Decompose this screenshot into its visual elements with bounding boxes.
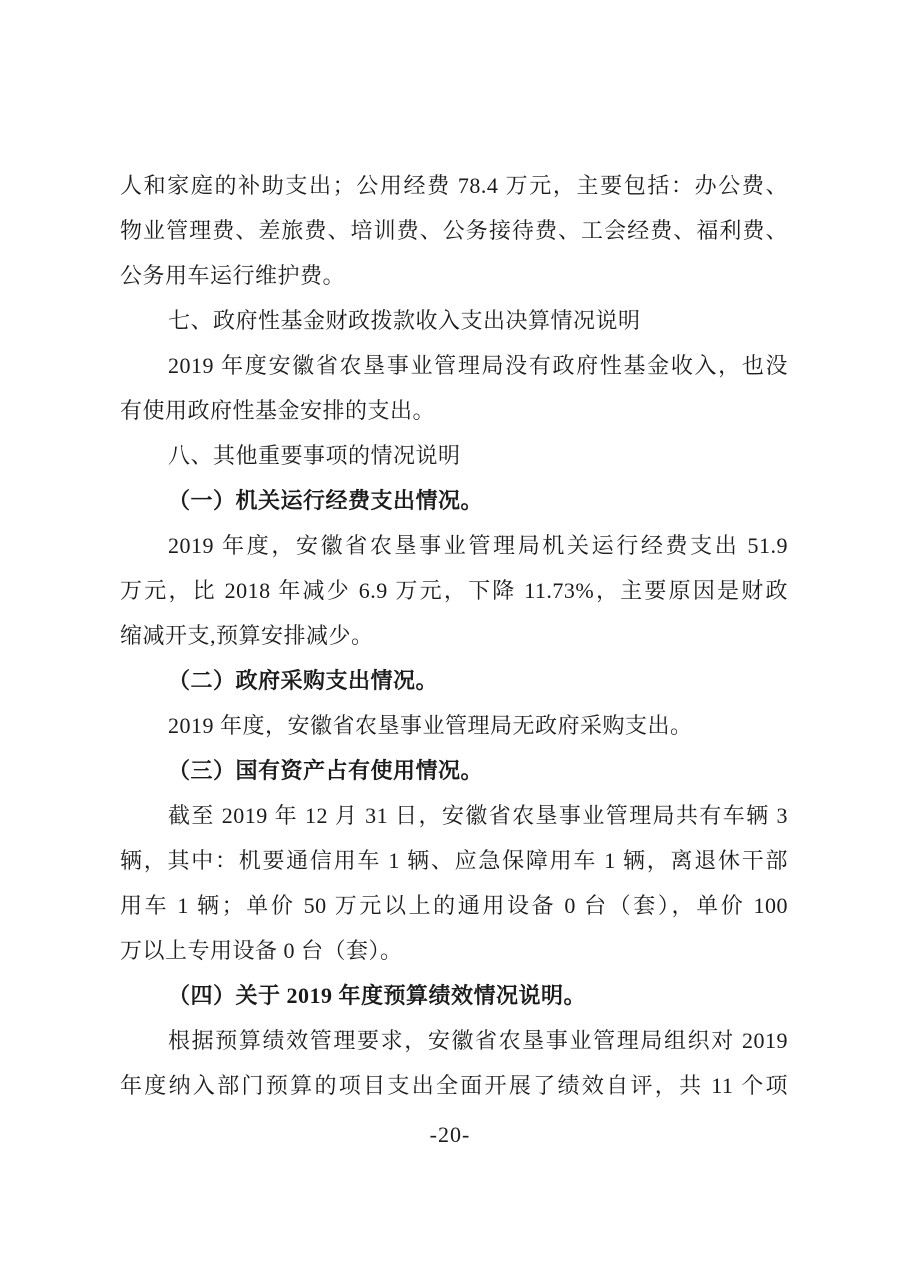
text-line: 人和家庭的补助支出；公用经费 78.4 万元，主要包括：办公费、	[120, 173, 788, 198]
text-line: 缩减开支,预算安排减少。	[120, 623, 374, 648]
text-line: 截至 2019 年 12 月 31 日，安徽省农垦事业管理局共有车辆 3	[168, 803, 788, 828]
text-line: 公务用车运行维护费。	[120, 263, 346, 288]
text-line: 万元，比 2018 年减少 6.9 万元，下降 11.73%，主要原因是财政	[120, 578, 788, 603]
page-number: -20-	[429, 1122, 471, 1147]
text-line: 万以上专用设备 0 台（套）。	[120, 938, 403, 963]
text-line: 物业管理费、差旅费、培训费、公务接待费、工会经费、福利费、	[120, 218, 788, 243]
text-line: 用车 1 辆；单价 50 万元以上的通用设备 0 台（套），单价 100	[120, 893, 788, 918]
text-line: 2019 年度，安徽省农垦事业管理局无政府采购支出。	[168, 713, 693, 738]
text-line: 年度纳入部门预算的项目支出全面开展了绩效自评，共 11 个项	[120, 1073, 788, 1098]
text-line: （三）国有资产占有使用情况。	[168, 758, 484, 783]
text-line: 有使用政府性基金安排的支出。	[120, 398, 436, 423]
text-line: （四）关于 2019 年度预算绩效情况说明。	[168, 983, 587, 1008]
text-line: 七、政府性基金财政拨款收入支出决算情况说明	[168, 308, 641, 333]
text-line: （二）政府采购支出情况。	[168, 668, 439, 693]
text-line: （一）机关运行经费支出情况。	[168, 488, 484, 513]
text-line: 2019 年度，安徽省农垦事业管理局机关运行经费支出 51.9	[168, 533, 788, 558]
document-body	[120, 163, 788, 1108]
text-line: 2019 年度安徽省农垦事业管理局没有政府性基金收入，也没	[168, 353, 788, 378]
text-line: 根据预算绩效管理要求，安徽省农垦事业管理局组织对 2019	[168, 1028, 788, 1053]
text-line: 八、其他重要事项的情况说明	[168, 443, 461, 468]
text-line: 辆，其中：机要通信用车 1 辆、应急保障用车 1 辆，离退休干部	[120, 848, 788, 873]
